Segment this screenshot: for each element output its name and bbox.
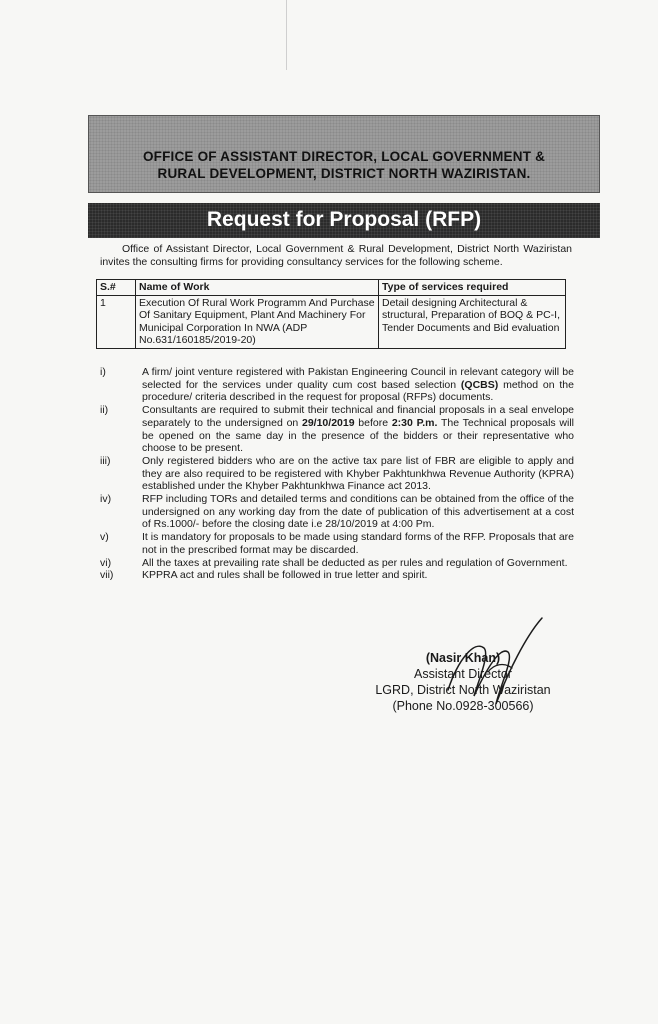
terms-list	[100, 366, 574, 582]
clause-bold-date: 29/10/2019	[302, 416, 355, 429]
cell-sn: 1	[97, 295, 136, 348]
column-header-services: Type of services required	[379, 280, 566, 296]
table-row	[97, 295, 566, 348]
list-item	[100, 557, 574, 570]
office-header-line-1: OFFICE OF ASSISTANT DIRECTOR, LOCAL GOVERNMENT &	[142, 149, 546, 164]
clause-number: iv)	[100, 493, 112, 506]
list-item	[100, 531, 574, 556]
page-title: Request for Proposal (RFP)	[206, 208, 482, 231]
clause-number: vi)	[100, 556, 112, 569]
list-item	[100, 404, 574, 455]
scheme-table	[96, 279, 566, 349]
signatory-name: (Nasir Khan)	[425, 651, 501, 665]
office-header-line-2: RURAL DEVELOPMENT, DISTRICT NORTH WAZIRISTAN.	[157, 166, 531, 181]
clause-bold-time: 2:30 P.m.	[391, 416, 438, 429]
signature-block	[358, 650, 568, 714]
rfp-banner	[88, 203, 600, 238]
clause-number: v)	[100, 531, 109, 544]
clause-text: All the taxes at prevailing rate shall be deducted as per rules and regulation of Government.	[142, 556, 568, 569]
clause-text-part: Consultants are required to submit their technical and financial proposals in a seal envelope separately to the undersigned on	[142, 404, 574, 429]
column-header-sn: S.#	[97, 280, 136, 296]
clause-text-part: A firm/ joint venture registered with Pakistan Engineering Council in relevant category will be selected for the services under quality cum cost based selection	[142, 366, 574, 391]
list-item	[100, 493, 574, 531]
clause-text-part: before	[354, 416, 392, 429]
clause-bold-part: (QCBS)	[460, 378, 499, 391]
clause-text: RFP including TORs and detailed terms and conditions can be obtained from the office of the undersigned on any working day from the date of publication of this advertisement at a cost of Rs.1000/- before the closing date i.e 28/10/2019 at 4:00 Pm.	[142, 493, 574, 531]
cell-work: Execution Of Rural Work Programm And Purchase Of Sanitary Equipment, Plant And Machinery For Municipal Corporation In NWA (ADP No.631/160185/2019-20)	[136, 295, 379, 348]
clause-text	[142, 404, 574, 455]
list-item	[100, 569, 574, 582]
clause-number: i)	[100, 366, 106, 378]
list-item	[100, 455, 574, 493]
table-header-row	[97, 280, 566, 296]
office-header	[89, 148, 599, 182]
signatory-phone: (Phone No.0928-300566)	[392, 699, 534, 713]
clause-number: iii)	[100, 454, 111, 467]
intro-paragraph: Office of Assistant Director, Local Government & Rural Development, District North Waziristan invites the consulting firms for providing consultancy services for the following scheme.	[100, 243, 572, 268]
cell-services: Detail designing Architectural & structural, Preparation of BOQ & PC-I, Tender Documents and Bid evaluation	[379, 295, 566, 348]
office-header-box	[88, 115, 600, 193]
list-item	[100, 366, 574, 404]
clause-text: It is mandatory for proposals to be made using standard forms of the RFP. Proposals that are not in the prescribed format may be discarded.	[142, 531, 574, 556]
clause-text	[142, 366, 574, 404]
clause-text: KPPRA act and rules shall be followed in true letter and spirit.	[142, 569, 428, 582]
column-header-work: Name of Work	[136, 280, 379, 296]
clause-text-part: The Technical proposals will be opened on the same day in the presence of the bidders or their representative who choose to be present.	[142, 416, 574, 455]
signatory-designation: Assistant Director	[414, 667, 512, 681]
clause-text-part: method on the procedure/ criteria described in the request for proposal (RFPs) documents.	[142, 378, 574, 404]
paper-fold-line	[286, 0, 287, 70]
clause-text: Only registered bidders who are on the active tax pare list of FBR are eligible to apply and they are also required to be registered with Khyber Pakhtunkhwa Revenue Authority (KPRA) established under the Khyber Pakhtunkhwa Finance act 2013.	[142, 454, 574, 493]
clause-number: vii)	[100, 569, 114, 582]
signatory-office: LGRD, District North Waziristan	[375, 683, 551, 697]
clause-number: ii)	[100, 404, 109, 417]
